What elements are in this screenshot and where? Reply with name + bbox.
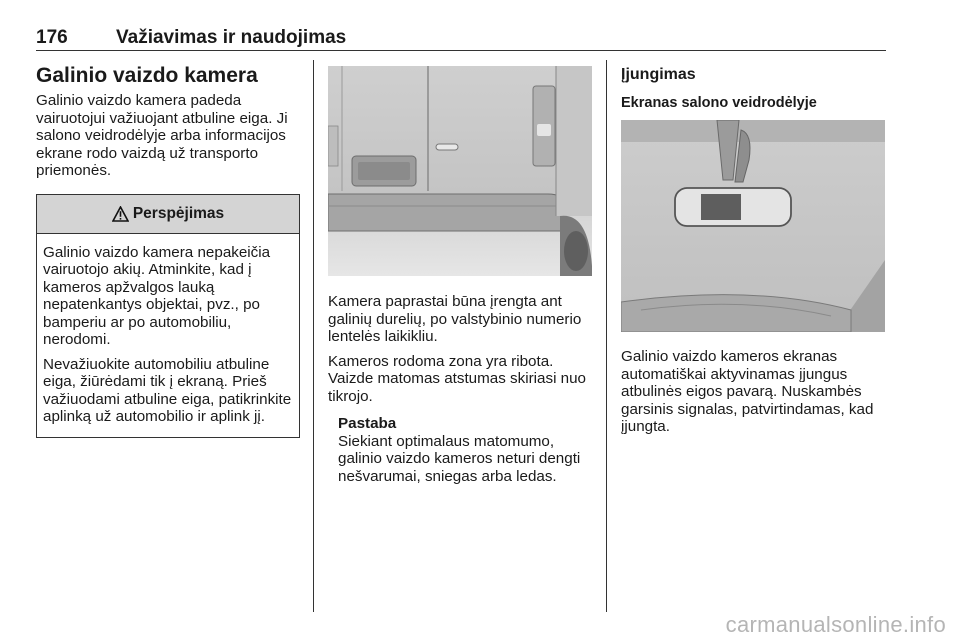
- van-rear-door-illustration: [328, 66, 592, 276]
- page-number: 176: [36, 27, 68, 48]
- warning-paragraph-1: Galinio vaizdo kamera nepakeičia vairuotojo akių. Atminkite, kad į kameros apžvalgos lauką nepatenkantys objektai, pvz., po bamperiu ar po automobiliu, nerodomi.: [43, 243, 271, 348]
- warning-body: [37, 234, 299, 437]
- warning-box: [36, 194, 300, 438]
- warning-header: [37, 195, 299, 234]
- watermark: carmanualsonline.info: [725, 612, 946, 637]
- mirror-screen-subheading: Ekranas salono veidrodėlyje: [621, 95, 817, 111]
- right-column: [621, 66, 889, 443]
- page-header: [36, 28, 886, 51]
- rearview-mirror-display-illustration: [621, 120, 885, 332]
- activation-heading: Įjungimas: [621, 66, 696, 83]
- intro-paragraph: Galinio vaizdo kamera padeda vairuotojui važiuojant atbuline eiga. Ji salono veidrodėlyje arba informacijos ekrane rodo vaizdą už transporto priemonės.: [36, 92, 288, 179]
- warning-title: Perspėjimas: [132, 204, 225, 222]
- camera-location-paragraph: Kamera paprastai būna įrengta ant galinių durelių, po valstybinio numerio lentelės laikikliu.: [328, 293, 582, 345]
- warning-triangle-icon: [112, 206, 129, 222]
- warning-paragraph-2: Nevažiuokite automobiliu atbuline eiga, žiūrėdami tik į ekraną. Prieš važiuodami atbuline eiga, patikrinkite aplinką už automobilio ir aplink jį.: [43, 355, 292, 425]
- chapter-title: Važiavimas ir naudojimas: [116, 27, 347, 48]
- section-title: Galinio vaizdo kamera: [36, 64, 258, 87]
- left-column: [36, 64, 304, 438]
- note-block: [338, 415, 594, 485]
- note-text: Siekiant optimalaus matomumo, galinio vaizdo kameros neturi dengti nešvarumai, sniegas arba ledas.: [338, 432, 581, 485]
- column-divider-2: [606, 60, 607, 612]
- note-title: Pastaba: [338, 415, 397, 432]
- activation-paragraph: Galinio vaizdo kameros ekranas automatiškai aktyvinamas įjungus atbulinės eigos pavarą. Nuskambės garsinis signalas, patvirtindamas, kad įjungta.: [621, 348, 874, 435]
- column-divider-1: [313, 60, 314, 612]
- middle-column: [328, 66, 594, 485]
- camera-range-paragraph: Kameros rodoma zona yra ribota. Vaizde matomas atstumas skiriasi nuo tikrojo.: [328, 352, 587, 405]
